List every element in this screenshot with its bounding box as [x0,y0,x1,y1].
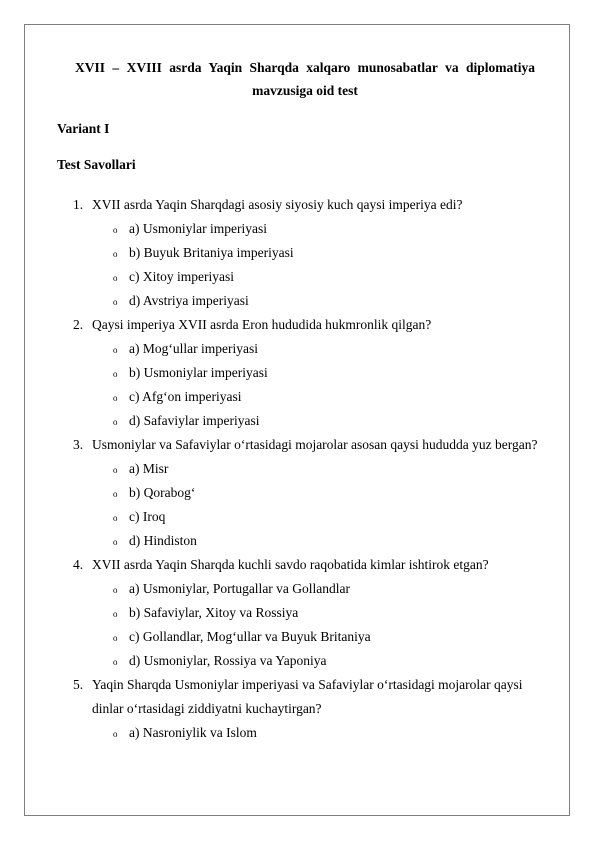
option-text: d) Safaviylar imperiyasi [129,413,260,428]
question-number: 3. [73,437,84,452]
option-text: c) Gollandlar, Mog‘ullar va Buyuk Britaniya [129,629,371,644]
option-item [92,409,546,433]
circle-bullet-icon: o [113,585,118,595]
option-list [92,577,546,673]
question-number: 4. [73,557,84,572]
option-text: b) Qorabog‘ [129,485,196,500]
option-item [92,649,546,673]
circle-bullet-icon: o [113,729,118,739]
option-text: d) Hindiston [129,533,197,548]
option-text: b) Usmoniylar imperiyasi [129,365,268,380]
option-item [92,265,546,289]
question-number: 5. [73,677,84,692]
circle-bullet-icon: o [113,513,118,523]
question-text: XVII asrda Yaqin Sharqda kuchli savdo raqobatida kimlar ishtirok etgan? [92,557,489,572]
circle-bullet-icon: o [113,273,118,283]
option-list [92,457,546,553]
option-item [92,577,546,601]
variant-heading: Variant I [57,121,110,136]
option-text: b) Buyuk Britaniya imperiyasi [129,245,294,260]
question-text: Qaysi imperiya XVII asrda Eron hududida hukmronlik qilgan? [92,317,432,332]
option-list [92,337,546,433]
circle-bullet-icon: o [113,225,118,235]
question-item [0,193,596,313]
option-item [92,721,546,745]
section-heading: Test Savollari [57,157,136,172]
question-text: XVII asrda Yaqin Sharqdagi asosiy siyosiy kuch qaysi imperiya edi? [92,197,463,212]
circle-bullet-icon: o [113,489,118,499]
option-item [92,529,546,553]
option-item [92,217,546,241]
option-item [92,337,546,361]
option-text: c) Xitoy imperiyasi [129,269,234,284]
circle-bullet-icon: o [113,657,118,667]
circle-bullet-icon: o [113,393,118,403]
option-item [92,505,546,529]
question-number: 2. [73,317,84,332]
circle-bullet-icon: o [113,297,118,307]
circle-bullet-icon: o [113,465,118,475]
option-list [92,721,546,745]
option-item [92,385,546,409]
option-text: a) Usmoniylar, Portugallar va Gollandlar [129,581,351,596]
question-item [0,673,596,745]
option-item [92,457,546,481]
circle-bullet-icon: o [113,609,118,619]
circle-bullet-icon: o [113,249,118,259]
option-text: a) Nasroniylik va Islom [129,725,257,740]
title-line-2: mavzusiga oid test [252,83,358,98]
option-text: d) Usmoniylar, Rossiya va Yaponiya [129,653,327,668]
document-title [75,56,535,102]
option-list [92,217,546,313]
question-text: Usmoniylar va Safaviylar o‘rtasidagi mojarolar asosan qaysi hududda yuz bergan? [92,437,538,452]
option-text: d) Avstriya imperiyasi [129,293,249,308]
option-text: a) Misr [129,461,169,476]
question-list [0,193,596,745]
circle-bullet-icon: o [113,345,118,355]
option-text: a) Usmoniylar imperiyasi [129,221,267,236]
question-item [0,433,596,553]
option-item [92,241,546,265]
option-text: a) Mog‘ullar imperiyasi [129,341,258,356]
option-item [92,361,546,385]
option-text: b) Safaviylar, Xitoy va Rossiya [129,605,299,620]
option-text: c) Afg‘on imperiyasi [129,389,242,404]
question-text: Yaqin Sharqda Usmoniylar imperiyasi va Safaviylar o‘rtasidagi mojarolar qaysi dinlar o‘rtasidagi ziddiyatni kuchaytirgan? [92,677,523,716]
circle-bullet-icon: o [113,417,118,427]
circle-bullet-icon: o [113,369,118,379]
option-item [92,601,546,625]
question-item [0,553,596,673]
title-line-1: XVII – XVIII asrda Yaqin Sharqda xalqaro munosabatlar va diplomatiya [75,60,535,75]
question-item [0,313,596,433]
question-number: 1. [73,197,84,212]
option-item [92,625,546,649]
circle-bullet-icon: o [113,537,118,547]
option-item [92,481,546,505]
circle-bullet-icon: o [113,633,118,643]
option-text: c) Iroq [129,509,166,524]
option-item [92,289,546,313]
